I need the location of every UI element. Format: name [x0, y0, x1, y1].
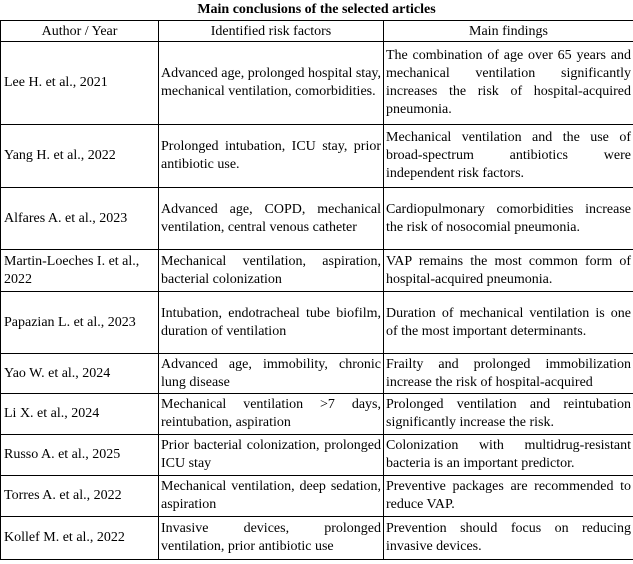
table-row — [1, 125, 633, 188]
column-header-findings: Main findings — [384, 21, 633, 42]
cell-author: Martin-Loeches I. et al., 2022 — [1, 250, 159, 292]
table-row — [1, 476, 633, 517]
table-title: Main conclusions of the selected articles — [197, 2, 436, 17]
column-header-factors: Identified risk factors — [159, 21, 384, 42]
cell-factors: Prior bacterial colonization, prolonged ICU stay — [159, 435, 384, 476]
table-row — [1, 42, 633, 125]
cell-author: Li X. et al., 2024 — [1, 394, 159, 435]
cell-findings: Prolonged ventilation and reintubation significantly increase the risk. — [384, 394, 633, 435]
conclusions-table — [0, 20, 633, 560]
cell-author: Lee H. et al., 2021 — [1, 42, 159, 125]
cell-findings: Colonization with multidrug-resistant bacteria is an important predictor. — [384, 435, 633, 476]
cell-findings: The combination of age over 65 years and mechanical ventilation significantly increases the risk of hospital-acquired pneumonia. — [384, 42, 633, 125]
cell-factors: Mechanical ventilation >7 days, reintubation, aspiration — [159, 394, 384, 435]
table-row — [1, 250, 633, 292]
cell-author: Torres A. et al., 2022 — [1, 476, 159, 517]
cell-findings: Mechanical ventilation and the use of broad-spectrum antibiotics were independent risk factors. — [384, 125, 633, 188]
table-row — [1, 517, 633, 560]
table-row — [1, 435, 633, 476]
cell-factors: Invasive devices, prolonged ventilation, prior antibiotic use — [159, 517, 384, 560]
cell-author: Yao W. et al., 2024 — [1, 354, 159, 394]
cell-findings: Frailty and prolonged immobilization increase the risk of hospital-acquired — [384, 354, 633, 394]
cell-author: Kollef M. et al., 2022 — [1, 517, 159, 560]
table-row — [1, 188, 633, 250]
table-row — [1, 354, 633, 394]
table-row — [1, 394, 633, 435]
cell-factors: Intubation, endotracheal tube biofilm, duration of ventilation — [159, 292, 384, 354]
cell-author: Alfares A. et al., 2023 — [1, 188, 159, 250]
cell-factors: Advanced age, COPD, mechanical ventilation, central venous catheter — [159, 188, 384, 250]
cell-author: Papazian L. et al., 2023 — [1, 292, 159, 354]
cell-factors: Advanced age, prolonged hospital stay, mechanical ventilation, comorbidities. — [159, 42, 384, 125]
cell-author: Yang H. et al., 2022 — [1, 125, 159, 188]
cell-author: Russo A. et al., 2025 — [1, 435, 159, 476]
cell-findings: Prevention should focus on reducing invasive devices. — [384, 517, 633, 560]
cell-factors: Mechanical ventilation, aspiration, bacterial colonization — [159, 250, 384, 292]
cell-findings: VAP remains the most common form of hospital-acquired pneumonia. — [384, 250, 633, 292]
cell-factors: Mechanical ventilation, deep sedation, aspiration — [159, 476, 384, 517]
column-header-author: Author / Year — [1, 21, 159, 42]
cell-factors: Advanced age, immobility, chronic lung disease — [159, 354, 384, 394]
cell-findings: Duration of mechanical ventilation is one of the most important determinants. — [384, 292, 633, 354]
header-row — [1, 21, 633, 42]
cell-findings: Cardiopulmonary comorbidities increase the risk of nosocomial pneumonia. — [384, 188, 633, 250]
table-row — [1, 292, 633, 354]
cell-findings: Preventive packages are recommended to reduce VAP. — [384, 476, 633, 517]
cell-factors: Prolonged intubation, ICU stay, prior antibiotic use. — [159, 125, 384, 188]
